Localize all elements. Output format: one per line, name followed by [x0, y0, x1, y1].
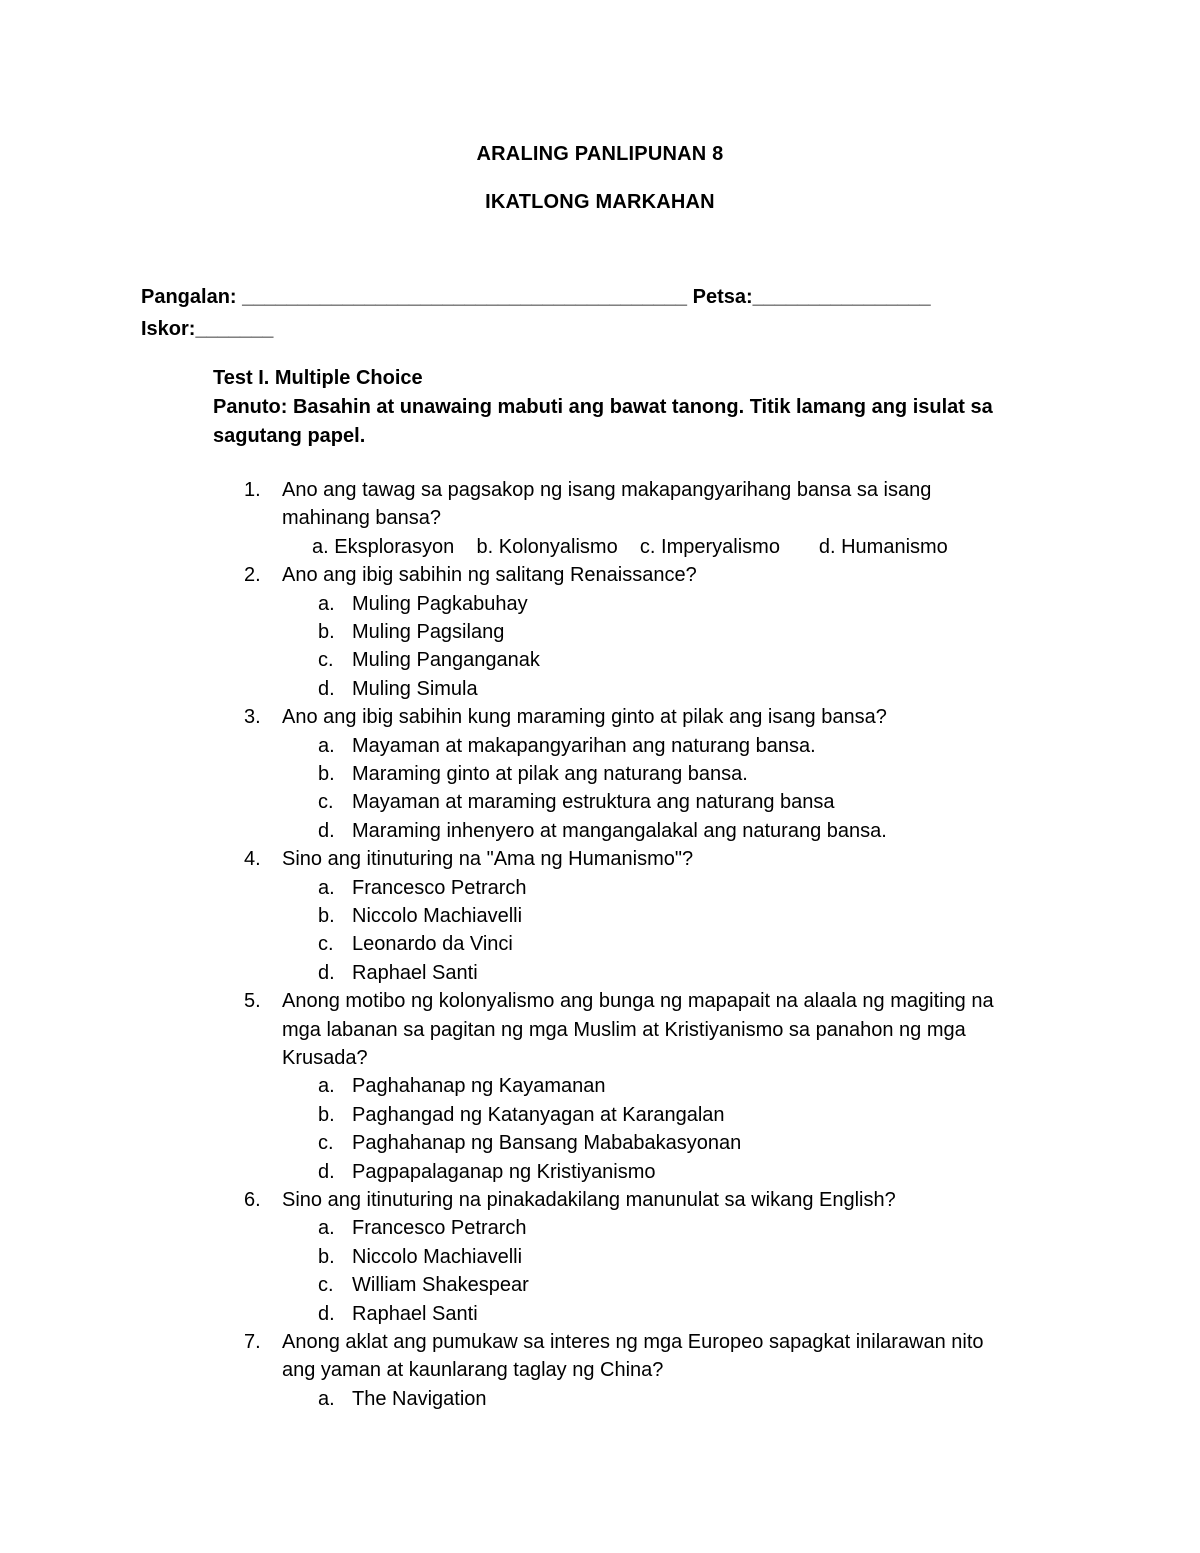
option-letter: a.	[318, 1075, 335, 1098]
option-text: Muling Panganganak	[352, 649, 540, 672]
question-text: ang yaman at kaunlarang taglay ng China?	[282, 1359, 664, 1382]
option-text: Niccolo Machiavelli	[352, 1245, 523, 1268]
question-text: Sino ang itinuturing na pinakadakilang manunulat sa wikang English?	[282, 1189, 896, 1211]
option-text: Paghahanap ng Kayamanan	[352, 1075, 606, 1098]
option-letter: c.	[318, 1132, 334, 1155]
question-number: 3.	[244, 706, 261, 729]
option-text: Paghangad ng Katanyagan at Karangalan	[352, 1103, 725, 1126]
option-text: Mayaman at makapangyarihan ang naturang bansa.	[352, 734, 816, 757]
option-text: Paghahanap ng Bansang Mababakasyonan	[352, 1132, 742, 1155]
question-options-inline: a. Eksplorasyon b. Kolonyalismo c. Imperyalismo d. Humanismo	[312, 535, 948, 558]
option-text: Francesco Petrarch	[352, 1217, 527, 1240]
option-letter: a.	[318, 876, 335, 899]
option-text: Mayaman at maraming estruktura ang naturang bansa	[352, 791, 835, 814]
option-text: Muling Simula	[352, 677, 478, 700]
option-letter: b.	[318, 905, 335, 927]
question-text: Ano ang ibig sabihin kung maraming ginto at pilak ang isang bansa?	[282, 706, 887, 729]
document-subtitle: IKATLONG MARKAHAN	[485, 191, 715, 213]
option-letter: d.	[318, 961, 335, 984]
option-text: Raphael Santi	[352, 1302, 478, 1325]
option-text: Pagpapalaganap ng Kristiyanismo	[352, 1160, 656, 1183]
option-letter: c.	[318, 933, 334, 956]
option-text: Muling Pagsilang	[352, 621, 505, 643]
question-text: Anong motibo ng kolonyalismo ang bunga ng mapapait na alaala ng magiting na	[282, 990, 994, 1013]
option-text: Muling Pagkabuhay	[352, 592, 528, 615]
option-letter: d.	[318, 677, 335, 700]
option-letter: b.	[318, 621, 335, 643]
section-title: Test I. Multiple Choice	[213, 367, 423, 389]
question-text: Ano ang ibig sabihin ng salitang Renaissance?	[282, 564, 697, 587]
option-letter: b.	[318, 1103, 335, 1126]
score-line: Iskor:_______	[141, 318, 274, 340]
question-number: 4.	[244, 848, 261, 871]
question-text: mahinang bansa?	[282, 507, 442, 530]
question-number: 5.	[244, 990, 261, 1013]
option-text: Maraming inhenyero at mangangalakal ang naturang bansa.	[352, 819, 887, 842]
question-text: Anong aklat ang pumukaw sa interes ng mga Europeo sapagkat inilarawan nito	[282, 1331, 984, 1353]
document-title: ARALING PANLIPUNAN 8	[476, 143, 724, 165]
option-text: Maraming ginto at pilak ang naturang bansa.	[352, 763, 748, 785]
option-letter: c.	[318, 1274, 334, 1297]
question-number: 6.	[244, 1189, 261, 1211]
option-letter: a.	[318, 592, 335, 615]
question-text: Sino ang itinuturing na "Ama ng Humanismo"?	[282, 848, 694, 871]
option-letter: d.	[318, 819, 335, 842]
option-text: Leonardo da Vinci	[352, 933, 513, 956]
option-letter: c.	[318, 649, 334, 672]
question-number: 2.	[244, 564, 261, 587]
question-text: mga labanan sa pagitan ng mga Muslim at Kristiyanismo sa panahon ng mga	[282, 1018, 966, 1041]
option-letter: d.	[318, 1160, 335, 1183]
option-letter: b.	[318, 1245, 335, 1268]
question-number: 1.	[244, 479, 261, 501]
option-letter: a.	[318, 1217, 335, 1240]
section-instructions: Panuto: Basahin at unawaing mabuti ang bawat tanong. Titik lamang ang isulat sa sagutang papel.	[213, 396, 993, 447]
question-text: Krusada?	[282, 1047, 368, 1069]
option-letter: a.	[318, 1387, 335, 1410]
question-text: Ano ang tawag sa pagsakop ng isang makapangyarihang bansa sa isang	[282, 479, 932, 501]
option-letter: b.	[318, 763, 335, 785]
option-letter: a.	[318, 734, 335, 757]
option-letter: d.	[318, 1302, 335, 1325]
option-text: Francesco Petrarch	[352, 876, 527, 899]
option-letter: c.	[318, 791, 334, 814]
question-number: 7.	[244, 1331, 261, 1353]
name-date-line: Pangalan: ________________________________________ Petsa:________________	[141, 286, 931, 308]
option-text: Raphael Santi	[352, 961, 478, 984]
option-text: Niccolo Machiavelli	[352, 905, 523, 927]
option-text: The Navigation	[352, 1387, 487, 1410]
option-text: William Shakespear	[352, 1274, 529, 1297]
